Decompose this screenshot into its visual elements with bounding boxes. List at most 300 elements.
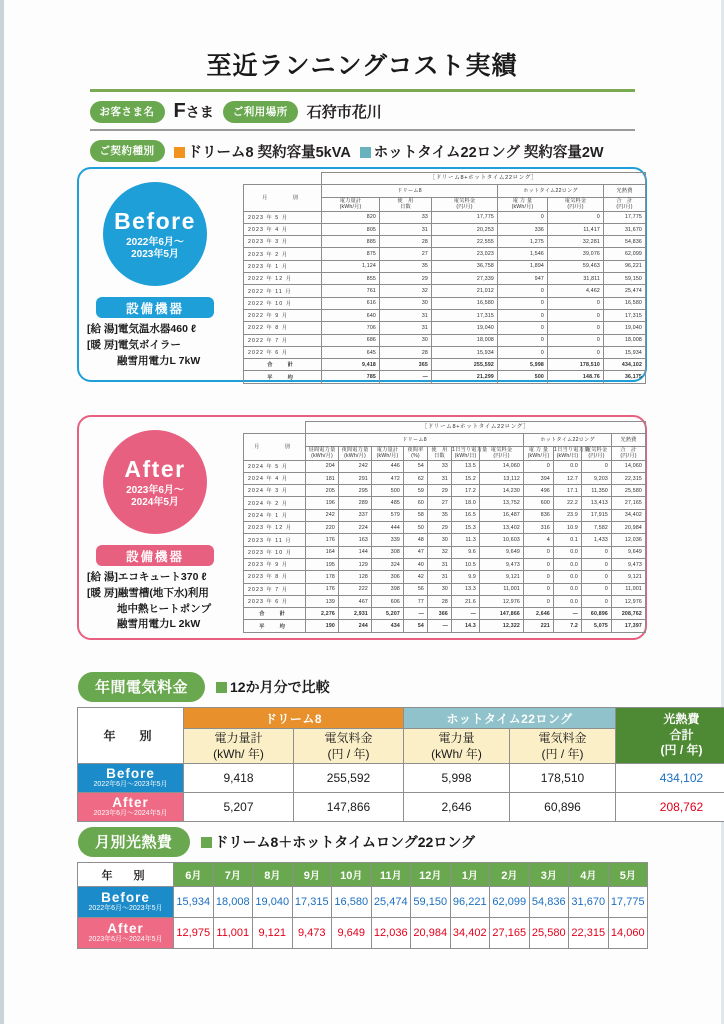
- fine-cell: 190: [306, 620, 339, 632]
- fine-cell: 15.3: [452, 522, 480, 534]
- contract-row: [90, 140, 635, 162]
- fine-cell: 31: [428, 571, 452, 583]
- fine-cell: 0: [498, 322, 548, 334]
- fine-cell: —: [404, 608, 428, 620]
- fine-cell: 11,417: [548, 223, 604, 235]
- fine-cell: 434: [372, 620, 404, 632]
- after-detail-table: [243, 421, 646, 633]
- monthly-month-header-4: 10月: [332, 863, 372, 887]
- table-row: [244, 211, 646, 223]
- fine-cell: 1,275: [498, 236, 548, 248]
- fine-cell: 0: [548, 334, 604, 346]
- fine-cell: 39,076: [548, 248, 604, 260]
- fine-cell: 324: [372, 558, 404, 570]
- fine-cell: 31: [380, 309, 432, 321]
- fine-cell: 308: [372, 546, 404, 558]
- monthly-cell: 12,036: [371, 918, 411, 949]
- fine-cell: 0: [582, 460, 612, 472]
- fine-row-month: 2023 年 12 月: [244, 522, 306, 534]
- fine-row-month: 2024 年 1 月: [244, 509, 306, 521]
- fine-cell: 485: [372, 497, 404, 509]
- fine-cell: 606: [372, 595, 404, 607]
- fine-cell: 77: [404, 595, 428, 607]
- fine-col-5: 合 計 (円/月): [604, 197, 646, 211]
- after-badge-period-2: 2024年5月: [131, 496, 179, 508]
- fine-cell: 27,165: [612, 497, 646, 509]
- fine-cell: 316: [524, 522, 554, 534]
- fine-cell: —: [380, 371, 432, 383]
- fine-cell: 11,350: [582, 485, 612, 497]
- table-row: [244, 260, 646, 272]
- fine-row-month: 2023 年 1 月: [244, 260, 322, 272]
- table-row: [244, 346, 646, 358]
- fine-cell: 50: [404, 522, 428, 534]
- fine-cell: 0: [498, 346, 548, 358]
- fine-cell: 820: [322, 211, 380, 223]
- fine-cell: 36,175: [604, 371, 646, 383]
- annual-subcol-1: 電気料金 (円 / 年): [294, 729, 404, 764]
- annual-cell: 255,592: [294, 764, 404, 793]
- fine-cell: 17,315: [432, 309, 498, 321]
- fine-cell: 242: [306, 509, 339, 521]
- fine-cell: 0: [582, 595, 612, 607]
- fine-cell: 0: [498, 309, 548, 321]
- monthly-month-header-1: 7月: [213, 863, 253, 887]
- after-equip-line-3: 融雪用電力L 2kW: [117, 618, 201, 631]
- fine-cell: 500: [372, 485, 404, 497]
- fine-cell: 444: [372, 522, 404, 534]
- fine-cell: 21,012: [432, 285, 498, 297]
- fine-cell: 13,413: [582, 497, 612, 509]
- fine-cell: 147,866: [480, 608, 524, 620]
- fine-col-0: 昼間電力量 (kWh/月): [306, 446, 339, 460]
- fine-cell: 9,121: [480, 571, 524, 583]
- table-row: [78, 764, 724, 793]
- fine-col-4: 電気料金 (円/月): [548, 197, 604, 211]
- annual-row-label: [78, 764, 184, 793]
- fine-cell: 29: [428, 522, 452, 534]
- fine-cell: 14,230: [480, 485, 524, 497]
- fine-cell: 446: [372, 460, 404, 472]
- contract-dream: [174, 141, 351, 162]
- fine-cell: 0: [498, 334, 548, 346]
- fine-cell: 178,510: [548, 359, 604, 371]
- fine-cell: 5,207: [372, 608, 404, 620]
- fine-cell: 129: [339, 558, 372, 570]
- annual-row-label-title: Before: [106, 766, 155, 782]
- monthly-cell: 31,670: [569, 887, 609, 918]
- fine-cell: 12,036: [612, 534, 646, 546]
- fine-cell: 32,281: [548, 236, 604, 248]
- fine-cell: 54,836: [604, 236, 646, 248]
- annual-row-label-title: After: [112, 795, 149, 811]
- fine-cell: 18,008: [432, 334, 498, 346]
- annual-note: [216, 677, 330, 697]
- fine-cell: 28: [380, 236, 432, 248]
- fine-cell: 27: [428, 497, 452, 509]
- fine-cell: 761: [322, 285, 380, 297]
- fine-row-month: 2023 年 6 月: [244, 595, 306, 607]
- table-row: [244, 322, 646, 334]
- fine-cell: 0: [582, 571, 612, 583]
- fine-row-month: 2022 年 9 月: [244, 309, 322, 321]
- green-square-icon-2: [201, 837, 212, 848]
- fine-cell: 9,473: [612, 558, 646, 570]
- fine-row-month: 2023 年 4 月: [244, 223, 322, 235]
- fine-cell: 394: [524, 472, 554, 484]
- fine-cell: 224: [339, 522, 372, 534]
- fine-cell: 579: [372, 509, 404, 521]
- fine-cell: 11,001: [612, 583, 646, 595]
- fine-cell: 28: [428, 595, 452, 607]
- fine-cell: 13,402: [480, 522, 524, 534]
- monthly-cell: 20,984: [411, 918, 451, 949]
- fine-cell: 23.9: [554, 509, 582, 521]
- annual-note-text: 12か月分で比較: [230, 679, 330, 695]
- fine-cell: 0.0: [554, 546, 582, 558]
- fine-cell: 9,121: [612, 571, 646, 583]
- annual-group-dream: ドリーム8: [184, 708, 404, 729]
- fine-cell: 875: [322, 248, 380, 260]
- fine-cell: 12,976: [612, 595, 646, 607]
- fine-cell: 178: [306, 571, 339, 583]
- after-equip-line-2: 地中熱ヒートポンプ: [117, 602, 212, 615]
- fine-cell: 36,758: [432, 260, 498, 272]
- monthly-cell: 14,060: [608, 918, 648, 949]
- fine-row-month: 2022 年 7 月: [244, 334, 322, 346]
- fine-cell: 291: [339, 472, 372, 484]
- fine-cell: 0: [524, 583, 554, 595]
- fine-cell: 19,040: [604, 322, 646, 334]
- fine-cell: 139: [306, 595, 339, 607]
- fine-cell: 1,433: [582, 534, 612, 546]
- fine-cell: 0: [548, 297, 604, 309]
- fine-cell: 2,276: [306, 608, 339, 620]
- table-row: [244, 583, 646, 595]
- fine-cell: 295: [339, 485, 372, 497]
- fine-cell: 686: [322, 334, 380, 346]
- monthly-heading-pill: 月別光熱費: [78, 827, 190, 857]
- fine-cell: 0: [548, 346, 604, 358]
- fine-cell: 18.0: [452, 497, 480, 509]
- fine-cell: 434,102: [604, 359, 646, 371]
- fine-cell: 12.7: [554, 472, 582, 484]
- fine-cell: 30: [428, 583, 452, 595]
- fine-cell: 25,580: [612, 485, 646, 497]
- fine-cell: 12,322: [480, 620, 524, 632]
- contract-hottime-text: ホットタイム22ロング 契約容量2W: [373, 144, 604, 161]
- fine-row-month: 2022 年 11 月: [244, 285, 322, 297]
- fine-cell: 21.6: [452, 595, 480, 607]
- fine-cell: 33: [428, 460, 452, 472]
- fine-col-1: 夜間電力量 (kWh/月): [339, 446, 372, 460]
- fine-cell: 1,546: [498, 248, 548, 260]
- fine-cell: 337: [339, 509, 372, 521]
- fine-cell: 208,762: [612, 608, 646, 620]
- fine-cell: 222: [339, 583, 372, 595]
- annual-section-heading: [78, 672, 330, 702]
- fine-cell: 366: [428, 608, 452, 620]
- fine-cell: 22,315: [612, 472, 646, 484]
- fine-cell: 0: [498, 285, 548, 297]
- monthly-cell: 96,221: [450, 887, 490, 918]
- annual-subcol-2: 電力量 (kWh/ 年): [404, 729, 510, 764]
- fine-row-month: 2023 年 11 月: [244, 534, 306, 546]
- fine-cell: 13.5: [452, 460, 480, 472]
- annual-row-label: [78, 793, 184, 822]
- table-row-avg: [244, 371, 646, 383]
- fine-cell: 40: [404, 558, 428, 570]
- monthly-row-label: [78, 918, 174, 949]
- fine-cell: 31: [380, 223, 432, 235]
- fine-cell: 31: [428, 558, 452, 570]
- fine-cell: 0.0: [554, 583, 582, 595]
- fine-cell: 30: [380, 334, 432, 346]
- fine-cell: 128: [339, 571, 372, 583]
- table-row: [244, 558, 646, 570]
- customer-name-label: お客さま名: [90, 101, 165, 123]
- fine-cell: 600: [524, 497, 554, 509]
- monthly-row-label-period: 2023年6月～2024年5月: [88, 936, 163, 944]
- fine-cell: 176: [306, 583, 339, 595]
- fine-cell: 30: [380, 297, 432, 309]
- monthly-cell: 59,150: [411, 887, 451, 918]
- fine-cell: 32: [380, 285, 432, 297]
- annual-cell: 5,998: [404, 764, 510, 793]
- monthly-note-text: ドリーム8＋ホットタイムロング22ロング: [214, 834, 476, 850]
- monthly-row-label: [78, 887, 174, 918]
- after-badge: [103, 430, 207, 534]
- fine-cell: 204: [306, 460, 339, 472]
- fine-cell: 59: [404, 485, 428, 497]
- title-rule: [90, 89, 635, 92]
- table-row: [244, 509, 646, 521]
- table-row: [78, 918, 648, 949]
- fine-cell: 836: [524, 509, 554, 521]
- annual-cell: 60,896: [510, 793, 616, 822]
- after-equip-line-0: [給 湯]エコキュート370 ℓ: [87, 571, 207, 583]
- fine-cell: 28: [380, 346, 432, 358]
- monthly-cell: 54,836: [529, 887, 569, 918]
- table-row: [244, 522, 646, 534]
- fine-cell: 27: [380, 248, 432, 260]
- fine-col-9: 電気料金 (円/月): [582, 446, 612, 460]
- fine-cell: 885: [322, 236, 380, 248]
- fine-cell: 21,299: [432, 371, 498, 383]
- fine-cell: 706: [322, 322, 380, 334]
- fine-row-month: 2023 年 9 月: [244, 558, 306, 570]
- fine-cell: 17.2: [452, 485, 480, 497]
- monthly-cell: 22,315: [569, 918, 609, 949]
- monthly-month-header-10: 4月: [569, 863, 609, 887]
- orange-square-icon: [174, 147, 185, 158]
- fine-cell: 13.3: [452, 583, 480, 595]
- annual-heading-pill: 年間電気料金: [78, 672, 205, 702]
- annual-row-label-period: 2022年6月～2023年5月: [93, 781, 168, 789]
- fine-cell: 25,474: [604, 285, 646, 297]
- fine-cell: —: [554, 608, 582, 620]
- annual-total-cell: 208,762: [616, 793, 724, 822]
- fine-avg-label: 平 均: [244, 371, 322, 383]
- fine-cell: 2,646: [524, 608, 554, 620]
- customer-name-text: F: [173, 100, 186, 122]
- monthly-cell: 25,474: [371, 887, 411, 918]
- table-row: [244, 571, 646, 583]
- table-row: [78, 887, 648, 918]
- fine-col-2: 電気料金 (円/月): [432, 197, 498, 211]
- fine-cell: 17,397: [612, 620, 646, 632]
- fine-cell: 17,315: [604, 309, 646, 321]
- annual-group-total: 光熱費 合計 (円 / 年): [616, 708, 724, 764]
- monthly-cell: 9,649: [332, 918, 372, 949]
- fine-cell: 15,934: [432, 346, 498, 358]
- fine-cell: 163: [339, 534, 372, 546]
- place-label: ご利用場所: [223, 101, 298, 123]
- fine-cell: 4,462: [548, 285, 604, 297]
- monthly-month-header-5: 11月: [371, 863, 411, 887]
- fine-cell: 16.5: [452, 509, 480, 521]
- after-equipment-text: [87, 570, 237, 633]
- fine-cell: 616: [322, 297, 380, 309]
- fine-row-month: 2023 年 7 月: [244, 583, 306, 595]
- fine-cell: —: [452, 608, 480, 620]
- fine-cell: 9,473: [480, 558, 524, 570]
- fine-cell: 947: [498, 273, 548, 285]
- monthly-cell: 34,402: [450, 918, 490, 949]
- fine-group-hot: ホットタイム22ロング: [498, 185, 604, 197]
- fine-cell: 0: [524, 460, 554, 472]
- monthly-month-header-8: 2月: [490, 863, 530, 887]
- fine-row-month: 2022 年 10 月: [244, 297, 322, 309]
- fine-cell: 645: [322, 346, 380, 358]
- fine-cell: 14,060: [480, 460, 524, 472]
- fine-cell: 16,487: [480, 509, 524, 521]
- table-row: [244, 497, 646, 509]
- fine-group-dream: ドリーム8: [306, 434, 524, 446]
- monthly-row-label-period: 2022年6月～2023年5月: [88, 905, 163, 913]
- fine-cell: 13,112: [480, 472, 524, 484]
- before-detail-table: [243, 172, 646, 384]
- table-row: [244, 309, 646, 321]
- fine-cell: 2,931: [339, 608, 372, 620]
- fine-cell: 0.0: [554, 595, 582, 607]
- fine-cell: 35: [428, 509, 452, 521]
- fine-row-month: 2023 年 8 月: [244, 571, 306, 583]
- fine-cell: 4: [524, 534, 554, 546]
- fine-cell: 242: [339, 460, 372, 472]
- fine-cell: 785: [322, 371, 380, 383]
- fine-cell: 22,555: [432, 236, 498, 248]
- contract-dream-text: ドリーム8 契約容量5kVA: [187, 144, 351, 161]
- annual-group-hot: ホットタイム22ロング: [404, 708, 616, 729]
- fine-cell: 22.2: [554, 497, 582, 509]
- customer-rule: [90, 129, 635, 131]
- annual-subcol-0: 電力量計 (kWh/ 年): [184, 729, 294, 764]
- annual-cell: 2,646: [404, 793, 510, 822]
- fine-sum-label: 合 計: [244, 608, 306, 620]
- monthly-month-header-2: 8月: [253, 863, 293, 887]
- monthly-year-header: 年 別: [78, 863, 174, 887]
- fine-col-10: 合 計 (円/月): [612, 446, 646, 460]
- customer-info-row: [90, 100, 635, 123]
- fine-cell: 31: [380, 322, 432, 334]
- fine-col-7: 電 力 量 (kWh/月): [524, 446, 554, 460]
- green-square-icon: [216, 682, 227, 693]
- monthly-cell: 9,473: [292, 918, 332, 949]
- monthly-cell: 11,001: [213, 918, 253, 949]
- fine-row-month: 2024 年 3 月: [244, 485, 306, 497]
- fine-col-0: 電力量計 (kWh/月): [322, 197, 380, 211]
- fine-cell: 32: [428, 546, 452, 558]
- fine-cell: 9,649: [480, 546, 524, 558]
- page-edge-left: [0, 0, 4, 1024]
- table-row: [244, 223, 646, 235]
- table-row-sum: [244, 608, 646, 620]
- monthly-month-header-6: 12月: [411, 863, 451, 887]
- fine-cell: 398: [372, 583, 404, 595]
- fine-col-5: 1日当り電力量 (kWh/日): [452, 446, 488, 460]
- table-row-sum: [244, 359, 646, 371]
- fine-cell: 467: [339, 595, 372, 607]
- fine-col-1: 使 用 日数: [380, 197, 432, 211]
- fine-cell: 0: [524, 595, 554, 607]
- fine-cell: 9,418: [322, 359, 380, 371]
- fine-sum-label: 合 計: [244, 359, 322, 371]
- fine-cell: 15,934: [604, 346, 646, 358]
- fine-cell: 58: [404, 509, 428, 521]
- fine-cell: 7.2: [554, 620, 582, 632]
- annual-row-label-period: 2023年6月～2024年5月: [93, 810, 168, 818]
- monthly-table: [77, 862, 648, 949]
- fine-cell: 60: [404, 497, 428, 509]
- table-row: [244, 236, 646, 248]
- table-row: [244, 485, 646, 497]
- annual-total-cell: 434,102: [616, 764, 724, 793]
- fine-month-header: 月 別: [244, 185, 322, 211]
- fine-cell: 17,775: [604, 211, 646, 223]
- table-row: [244, 472, 646, 484]
- before-badge: [103, 182, 207, 286]
- before-equip-line-0: [給 湯]電気温水器460 ℓ: [87, 323, 196, 335]
- fine-cell: 20,253: [432, 223, 498, 235]
- fine-cell: 48: [404, 534, 428, 546]
- fine-cell: 244: [339, 620, 372, 632]
- fine-cell: 14.3: [452, 620, 480, 632]
- fine-group-total: 光熱費: [604, 185, 646, 197]
- table-row: [244, 285, 646, 297]
- fine-cell: 0: [582, 558, 612, 570]
- fine-col-8: 1日当り電力量 (kWh/日): [554, 446, 590, 460]
- annual-cell: 178,510: [510, 764, 616, 793]
- fine-group-total: 光熱費: [612, 434, 646, 446]
- fine-cell: 0: [582, 546, 612, 558]
- monthly-cell: 27,165: [490, 918, 530, 949]
- fine-cell: 5,075: [582, 620, 612, 632]
- fine-cell: 0: [548, 211, 604, 223]
- page-title: 至近ランニングコスト実績: [206, 52, 518, 80]
- table-row: [244, 248, 646, 260]
- fine-cell: 220: [306, 522, 339, 534]
- fine-top-header: ［ドリーム8+ホットタイム22ロング］: [306, 422, 646, 434]
- fine-cell: 54: [404, 620, 428, 632]
- monthly-month-header-3: 9月: [292, 863, 332, 887]
- fine-cell: 472: [372, 472, 404, 484]
- fine-cell: 500: [498, 371, 548, 383]
- before-badge-period-1: 2022年6月～: [126, 237, 184, 249]
- teal-square-icon: [360, 147, 371, 158]
- fine-cell: 7,582: [582, 522, 612, 534]
- monthly-row-label-title: Before: [101, 890, 150, 906]
